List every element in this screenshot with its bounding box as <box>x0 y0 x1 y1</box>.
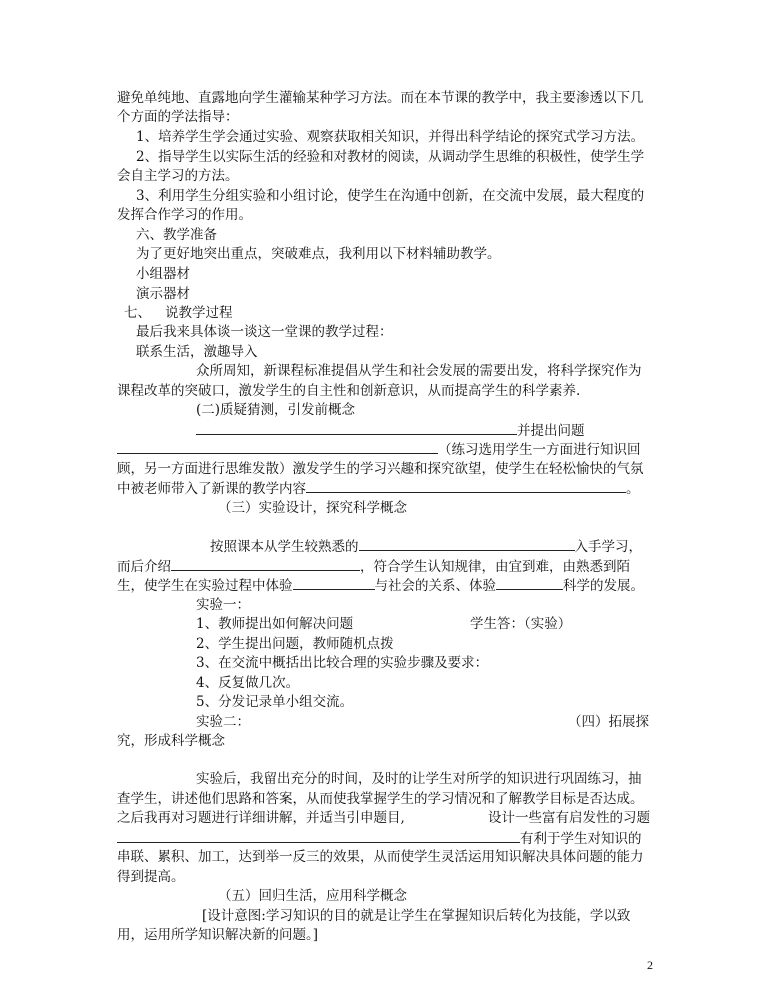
fill-in-blank <box>359 537 575 551</box>
text-line: 个方面的学法指导： <box>117 109 239 125</box>
text-line: 之后我再对习题进行详细讲解，并适当引申题目, <box>117 810 405 826</box>
fill-in-blank <box>196 421 517 435</box>
text-fragment: 生，使学生在实验过程中体验 <box>117 578 293 594</box>
text-line: 4、反复做几次。 <box>196 675 300 691</box>
text-fragment: 与社会的关系、体验 <box>374 578 496 594</box>
section-title: 说教学过程 <box>165 305 233 321</box>
text-line: 3、在交流中概括出比较合理的实验步骤及要求： <box>196 655 489 671</box>
text-fragment: ，符合学生认知规律，由宜到难，由熟悉到陌 <box>360 559 630 575</box>
text-line: 发挥合作学习的作用。 <box>117 207 252 223</box>
text-fragment: 有利于学生对知识的 <box>520 831 642 847</box>
text-fragment: 。 <box>626 481 640 497</box>
section-heading <box>124 304 233 322</box>
fill-in-blank <box>293 576 375 590</box>
text-line: 课程改革的突破口，激发学生的自主性和创新意识，从而提高学生的科学素养. <box>117 383 581 399</box>
text-line: 顾，另一方面进行思维发散）激发学生的学习兴趣和探究欲望，使学生在轻松愉快的气氛 <box>117 461 644 477</box>
subsection-heading: (二)质疑猜测，引发前概念 <box>196 402 356 418</box>
page-number: 2 <box>647 958 653 972</box>
text-fragment: 入手学习， <box>574 539 642 555</box>
subsection-heading: 究，形成科学概念 <box>117 733 225 749</box>
text-line: 联系生活，激趣导入 <box>136 344 258 360</box>
text-line: 1、教师提出如何解决问题 <box>196 616 354 632</box>
text-line: 最后我来具体谈一谈这一堂课的教学过程： <box>136 324 393 340</box>
fill-in-blank <box>171 557 360 571</box>
text-fragment: 中被老师带入了新课的教学内容 <box>117 481 306 497</box>
text-line: 实验二： <box>196 714 250 730</box>
section-number: 七、 <box>124 305 151 321</box>
text-line <box>117 829 642 848</box>
text-line <box>117 576 644 595</box>
text-line <box>117 440 641 459</box>
text-line: 实验后，我留出充分的时间，及时的让学生对所学的知识进行巩固练习，抽 <box>196 771 642 787</box>
text-fragment: （练习选用学生一方面进行知识回 <box>438 442 641 458</box>
text-fragment: 按照课本从学生较熟悉的 <box>210 539 359 555</box>
fill-in-blank <box>496 576 563 590</box>
text-line: 会自主学习的方法。 <box>117 168 239 184</box>
text-line: 2、学生提出问题，教师随机点拨 <box>196 636 394 652</box>
text-line: 查学生，讲述他们思路和答案，从而使我掌握学生的学习情况和了解教学目标是否达成。 <box>117 791 644 807</box>
text-line: 2、指导学生以实际生活的经验和对教材的阅读，从调动学生思维的积极性，使学生学 <box>136 149 645 165</box>
fill-in-blank <box>117 829 520 843</box>
subsection-heading: （四）拓展探 <box>568 714 649 730</box>
text-line: 实验一： <box>196 597 250 613</box>
text-fragment: 而后介绍 <box>117 559 171 575</box>
fill-in-blank <box>306 479 626 493</box>
text-line <box>196 421 585 440</box>
text-line: 5、分发记录单小组交流。 <box>196 694 354 710</box>
section-heading: 六、教学准备 <box>136 227 217 243</box>
text-fragment: 并提出问题 <box>517 423 585 439</box>
text-line: 设计一些富有启发性的习题 <box>488 810 650 826</box>
text-fragment: 科学的发展。 <box>563 578 644 594</box>
text-line <box>210 537 642 556</box>
subsection-heading: （三）实验设计，探究科学概念 <box>218 500 407 516</box>
fill-in-blank <box>117 440 438 454</box>
text-line: 小组器材 <box>136 266 190 282</box>
text-line: 用，运用所学知识解决新的问题。] <box>117 927 319 943</box>
text-line <box>117 479 640 498</box>
text-line: 为了更好地突出重点，突破难点，我利用以下材料辅助教学。 <box>136 246 501 262</box>
text-line: 众所周知，新课程标准提倡从学生和社会发展的需要出发，将科学探究作为 <box>196 363 642 379</box>
subsection-heading: （五）回归生活，应用科学概念 <box>218 888 407 904</box>
text-line: 1、培养学生学会通过实验、观察获取相关知识，并得出科学结论的探究式学习方法。 <box>136 129 645 145</box>
text-line: 串联、累积、加工，达到举一反三的效果，从而使学生灵活运用知识解决具体问题的能力 <box>117 849 644 865</box>
text-line <box>117 557 630 576</box>
text-line: 避免单纯地、直露地向学生灌输某种学习方法。而在本节课的教学中，我主要渗透以下几 <box>117 90 644 106</box>
text-line: 演示器材 <box>136 286 190 302</box>
text-line: 得到提高。 <box>117 869 185 885</box>
text-line: 3、利用学生分组实验和小组讨论，使学生在沟通中创新，在交流中发展，最大程度的 <box>136 188 645 204</box>
text-line: 学生答：（实验） <box>470 616 572 632</box>
text-line: [设计意图:学习知识的目的就是让学生在掌握知识后转化为技能，学以致 <box>202 908 631 924</box>
